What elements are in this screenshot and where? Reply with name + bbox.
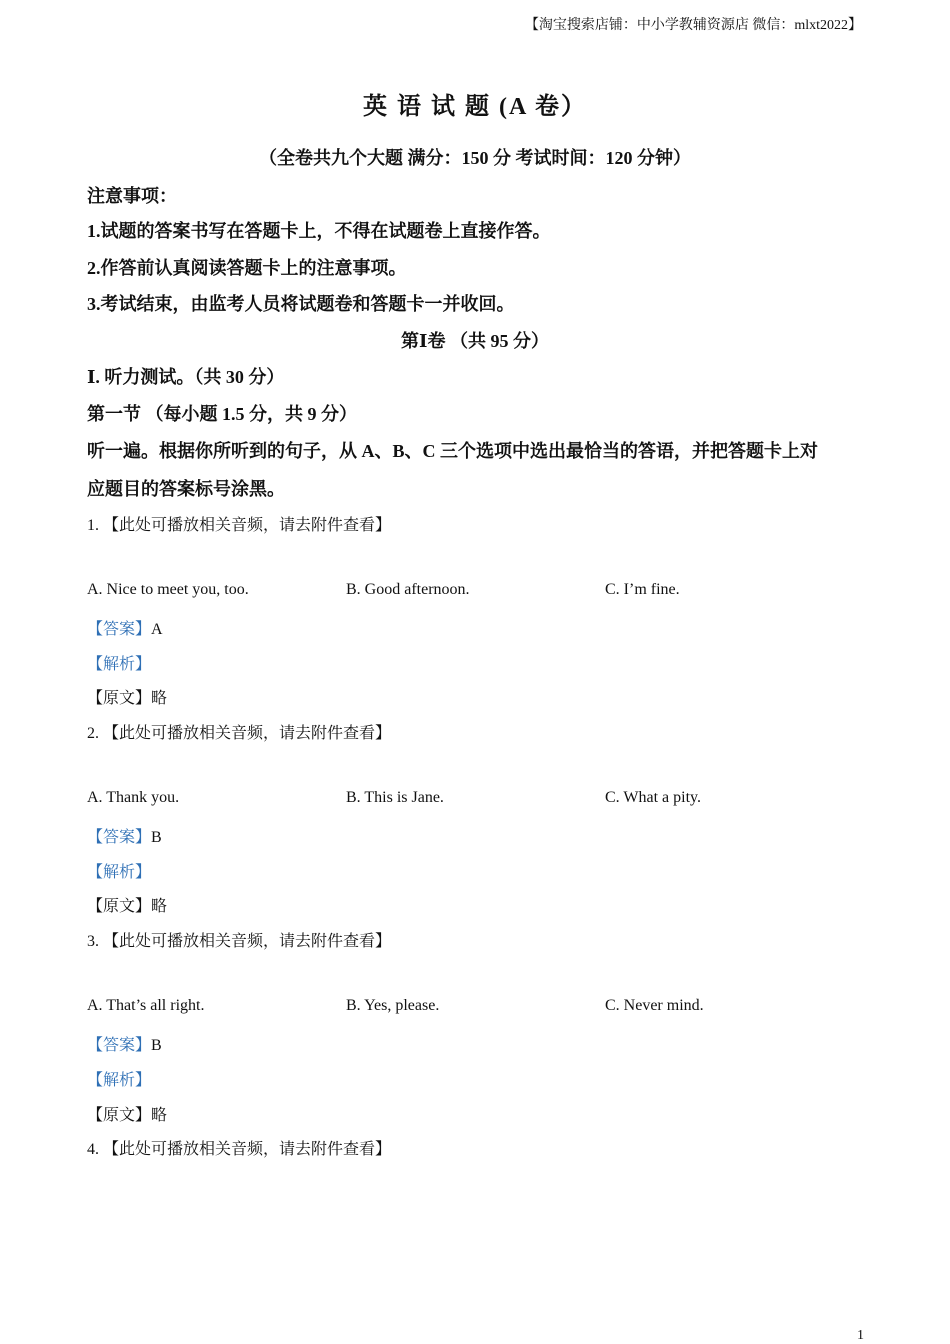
analysis-label: 【解析】 — [87, 656, 152, 673]
page-title: 英 语 试 题 (A 卷） — [363, 94, 587, 120]
original-label: 【原文】 — [87, 690, 152, 707]
answer-line — [87, 1032, 162, 1055]
notice-item: 3.考试结束，由监考人员将试题卷和答题卡一并收回。 — [87, 294, 515, 314]
original-value: 略 — [151, 690, 168, 707]
answer-label: 【答案】 — [87, 621, 152, 638]
original-label: 【原文】 — [87, 1107, 152, 1124]
option-c: C. What a pity. — [605, 789, 701, 806]
answer-value: A — [151, 621, 163, 638]
question-prompt: 1. 【此处可播放相关音频，请去附件查看】 — [87, 517, 392, 534]
option-b: B. Yes, please. — [346, 997, 440, 1014]
notice-item: 1.试题的答案书写在答题卡上，不得在试题卷上直接作答。 — [87, 221, 551, 241]
question-prompt: 2. 【此处可播放相关音频，请去附件查看】 — [87, 725, 392, 742]
analysis-label: 【解析】 — [87, 864, 152, 881]
original-line — [87, 1102, 167, 1125]
original-line — [87, 685, 167, 708]
option-c: C. I’m fine. — [605, 581, 680, 598]
question-prompt: 3. 【此处可播放相关音频，请去附件查看】 — [87, 933, 392, 950]
answer-label: 【答案】 — [87, 829, 152, 846]
subsection-title: 第一节 （每小题 1.5 分，共 9 分） — [87, 404, 357, 424]
header-note: 【淘宝搜索店铺：中小学教辅资源店 微信：mlxt2022】 — [524, 18, 862, 33]
analysis-label: 【解析】 — [87, 1072, 152, 1089]
answer-line — [87, 824, 162, 847]
original-label: 【原文】 — [87, 898, 152, 915]
option-a: A. That’s all right. — [87, 997, 205, 1014]
answer-label: 【答案】 — [87, 1037, 152, 1054]
notice-item: 2.作答前认真阅读答题卡上的注意事项。 — [87, 258, 407, 278]
option-c: C. Never mind. — [605, 997, 704, 1014]
original-value: 略 — [151, 898, 168, 915]
option-a: A. Thank you. — [87, 789, 180, 806]
question-prompt: 4. 【此处可播放相关音频，请去附件查看】 — [87, 1141, 392, 1158]
notice-heading: 注意事项： — [87, 186, 177, 206]
answer-value: B — [151, 1037, 162, 1054]
page-number: 1 — [857, 1328, 864, 1343]
answer-value: B — [151, 829, 162, 846]
page-subtitle: （全卷共九个大题 满分：150 分 考试时间：120 分钟） — [259, 148, 691, 168]
original-value: 略 — [151, 1107, 168, 1124]
option-b: B. Good afternoon. — [346, 581, 470, 598]
part-title: 第Ⅰ卷 （共 95 分） — [401, 331, 549, 351]
option-b: B. This is Jane. — [346, 789, 444, 806]
instructions-line: 应题目的答案标号涂黑。 — [87, 479, 285, 499]
instructions-line: 听一遍。根据你所听到的句子，从 A、B、C 三个选项中选出最恰当的答语，并把答题卡上对 — [87, 441, 818, 461]
option-a: A. Nice to meet you, too. — [87, 581, 249, 598]
section-title: Ⅰ. 听力测试。（共 30 分） — [87, 367, 285, 387]
original-line — [87, 893, 167, 916]
answer-line — [87, 616, 163, 639]
